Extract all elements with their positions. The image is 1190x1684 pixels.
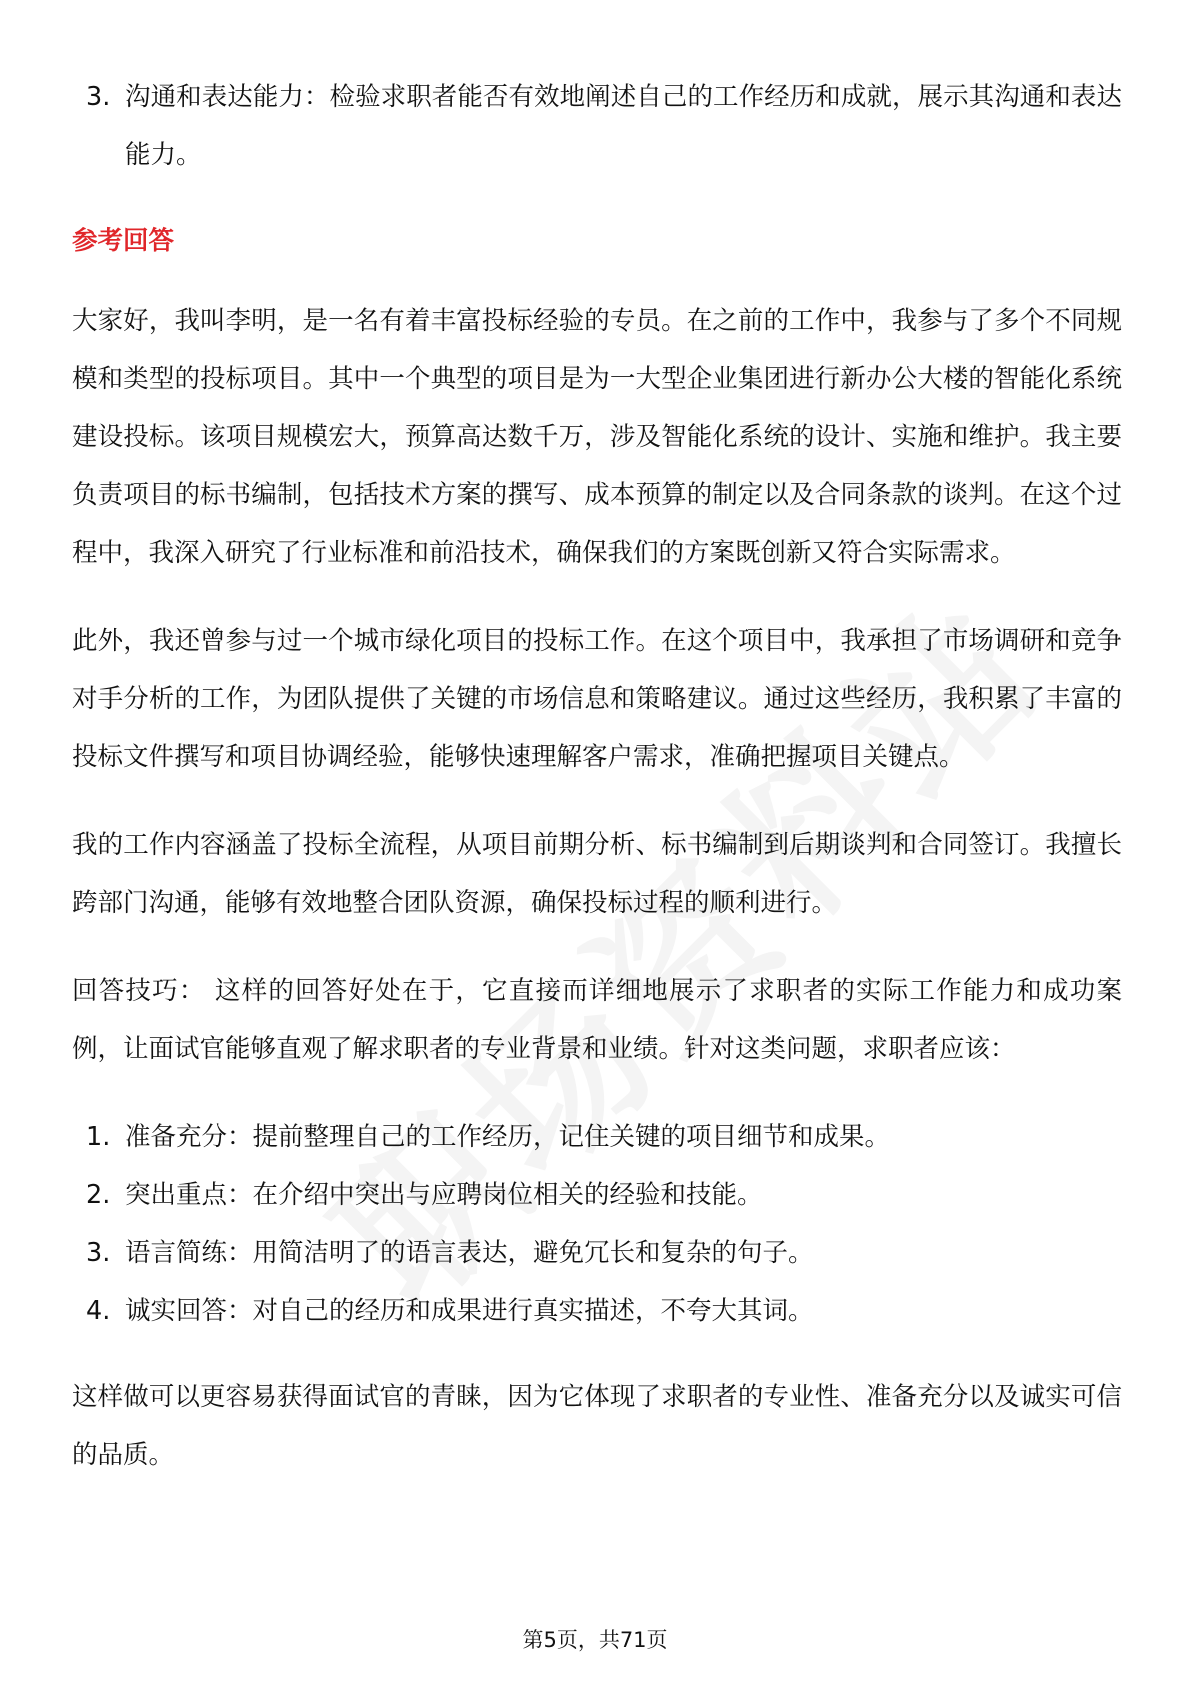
list-item-text: 准备充分：提前整理自己的工作经历，记住关键的项目细节和成果。 — [125, 1122, 891, 1152]
intro-list — [72, 68, 1122, 184]
list-item — [72, 1108, 1122, 1166]
list-item-text: 沟通和表达能力：检验求职者能否有效地阐述自己的工作经历和成就，展示其沟通和表达能力。 — [125, 82, 1122, 170]
list-item — [72, 1224, 1122, 1282]
list-number: 3. — [86, 82, 111, 112]
section-heading: 参考回答 — [72, 226, 175, 256]
list-number: 1. — [86, 1122, 111, 1152]
list-item — [72, 1166, 1122, 1224]
page-content — [72, 68, 1122, 1484]
list-item-text: 突出重点：在介绍中突出与应聘岗位相关的经验和技能。 — [125, 1180, 763, 1210]
tips-list — [72, 1108, 1122, 1340]
list-item — [72, 1282, 1122, 1340]
list-number: 4. — [86, 1296, 111, 1326]
list-item-text: 语言简练：用简洁明了的语言表达，避免冗长和复杂的句子。 — [125, 1238, 814, 1268]
list-item — [72, 68, 1122, 184]
list-number: 2. — [86, 1180, 111, 1210]
closing-paragraph: 这样做可以更容易获得面试官的青睐，因为它体现了求职者的专业性、准备充分以及诚实可信的品质。 — [72, 1382, 1122, 1470]
list-item-text: 诚实回答：对自己的经历和成果进行真实描述，不夸大其词。 — [125, 1296, 814, 1326]
page-footer: 第5页，共71页 — [522, 1628, 668, 1652]
answer-paragraph: 此外，我还曾参与过一个城市绿化项目的投标工作。在这个项目中，我承担了市场调研和竞争对手分析的工作，为团队提供了关键的市场信息和策略建议。通过这些经历，我积累了丰富的投标文件撰写和项目协调经验，能够快速理解客户需求，准确把握项目关键点。 — [72, 626, 1122, 772]
answer-paragraph: 大家好，我叫李明，是一名有着丰富投标经验的专员。在之前的工作中，我参与了多个不同规模和类型的投标项目。其中一个典型的项目是为一大型企业集团进行新办公大楼的智能化系统建设投标。该项目规模宏大，预算高达数千万，涉及智能化系统的设计、实施和维护。我主要负责项目的标书编制，包括技术方案的撰写、成本预算的制定以及合同条款的谈判。在这个过程中，我深入研究了行业标准和前沿技术，确保我们的方案既创新又符合实际需求。 — [72, 306, 1122, 568]
tips-intro-paragraph: 回答技巧： 这样的回答好处在于，它直接而详细地展示了求职者的实际工作能力和成功案例，让面试官能够直观了解求职者的专业背景和业绩。针对这类问题，求职者应该： — [72, 976, 1122, 1064]
answer-paragraph: 我的工作内容涵盖了投标全流程，从项目前期分析、标书编制到后期谈判和合同签订。我擅长跨部门沟通，能够有效地整合团队资源，确保投标过程的顺利进行。 — [72, 830, 1122, 918]
list-number: 3. — [86, 1238, 111, 1268]
